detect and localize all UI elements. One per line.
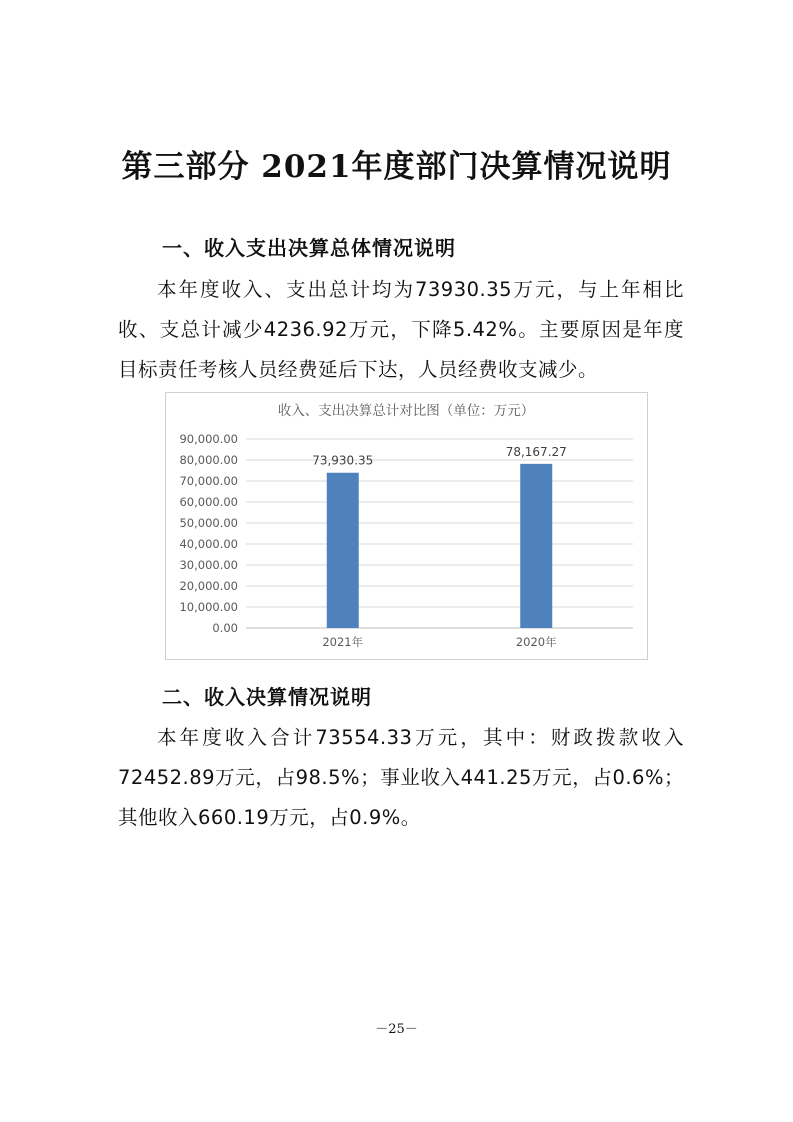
bar-chart xyxy=(166,393,647,659)
section-1-paragraph: 本年度收入、支出总计均为73930.35万元，与上年相比收、支总计减少4236.92万元，下降5.42%。主要原因是年度目标责任考核人员经费延后下达，人员经费收支减少。 xyxy=(118,278,684,381)
y-tick-label: 80,000.00 xyxy=(179,453,238,467)
chart-title: 收入、支出决算总计对比图（单位：万元） xyxy=(277,403,535,419)
page-number: －25－ xyxy=(375,1022,418,1037)
y-tick-label: 50,000.00 xyxy=(179,516,238,530)
section-2-heading: 二、收入决算情况说明 xyxy=(162,685,372,709)
y-tick-label: 20,000.00 xyxy=(179,579,238,593)
y-tick-label: 70,000.00 xyxy=(179,474,238,488)
data-label: 78,167.27 xyxy=(505,444,567,459)
y-tick-label: 90,000.00 xyxy=(179,432,238,446)
bar xyxy=(520,464,552,628)
y-tick-label: 30,000.00 xyxy=(179,558,238,572)
page-title: 第三部分 2021年度部门决算情况说明 xyxy=(121,149,672,185)
y-tick-label: 10,000.00 xyxy=(179,600,238,614)
data-label: 73,930.35 xyxy=(312,453,374,468)
chart-container xyxy=(165,392,648,660)
section-2-paragraph: 本年度收入合计73554.33万元，其中：财政拨款收入72452.89万元，占98.5%；事业收入441.25万元，占0.6%；其他收入660.19万元，占0.9%。 xyxy=(118,726,684,829)
bar xyxy=(327,473,359,628)
y-tick-label: 40,000.00 xyxy=(179,537,238,551)
section-1-heading: 一、收入支出决算总体情况说明 xyxy=(162,236,456,260)
x-tick-label: 2020年 xyxy=(515,635,557,649)
y-tick-label: 60,000.00 xyxy=(179,495,238,509)
x-tick-label: 2021年 xyxy=(322,635,364,649)
y-tick-label: 0.00 xyxy=(212,621,238,635)
